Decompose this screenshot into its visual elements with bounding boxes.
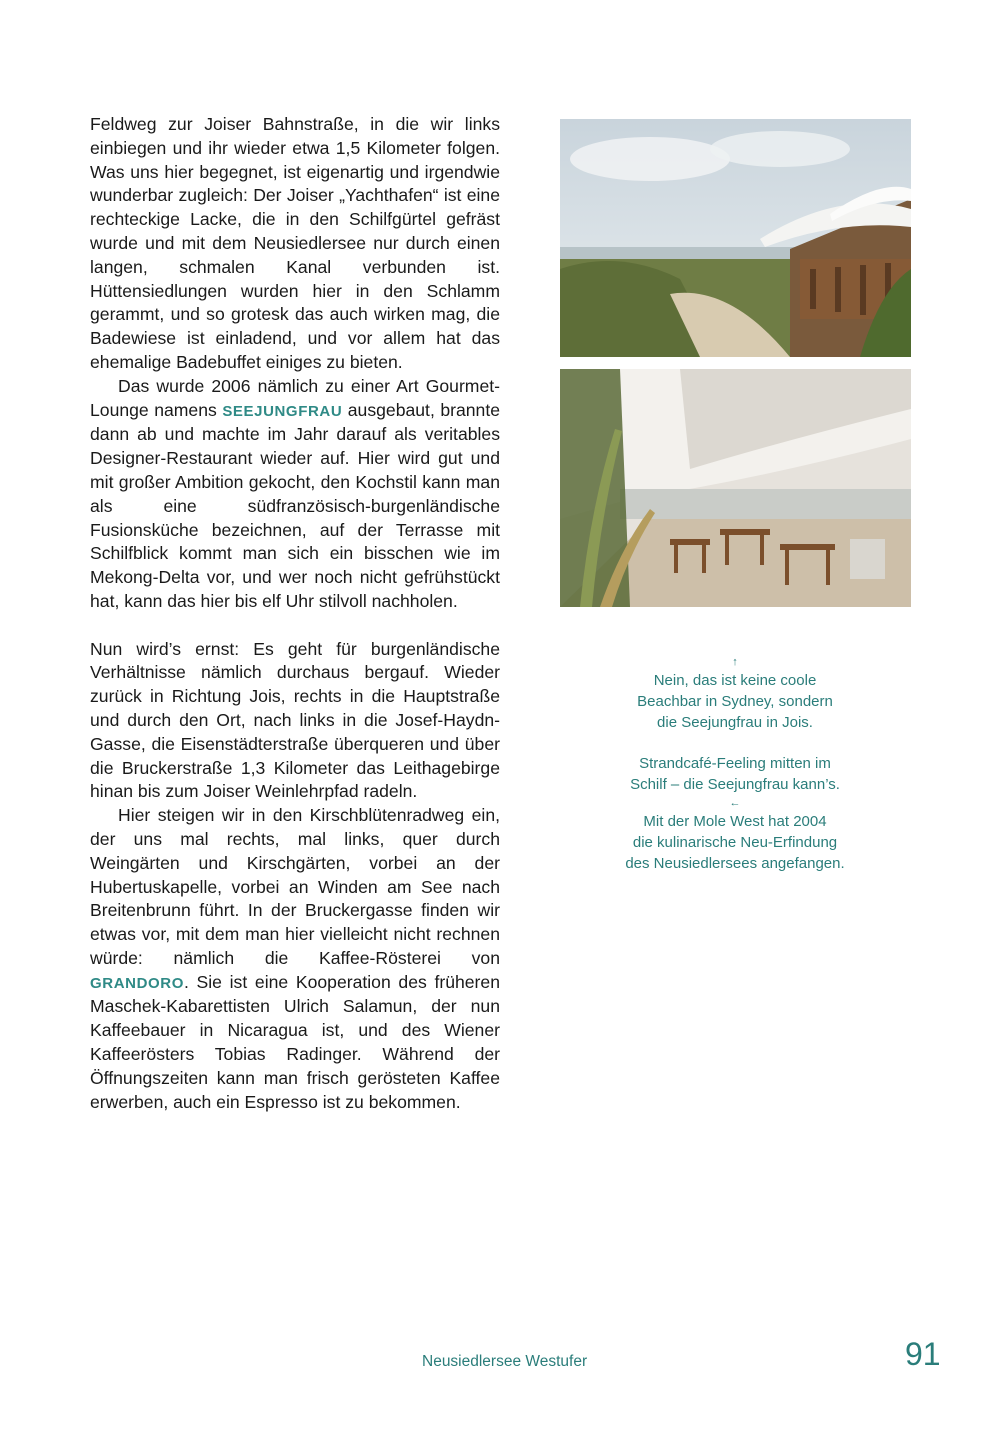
paragraph <box>90 375 500 614</box>
paragraph: Feldweg zur Joiser Bahnstraße, in die wir links einbiegen und ihr wieder etwa 1,5 Kilometer folgen. Was uns hier begegnet, ist eigenartig und irgendwie wunderbar zugleich: Der Joiser „Yachthafen“ ist eine rechteckige Lacke, die in den Schilfgürtel gefräst wurde und mit dem Neusiedlersee nur durch einen langen, schmalen Kanal verbunden ist. Hüttensiedlungen wurden hier in den Schlamm gerammt, und so grotesk das auch wirken mag, die Badewiese ist einladend, und vor allem hat das ehemalige Badebuffet einiges zu bieten. <box>90 114 500 372</box>
text-run: Das wurde 2006 nämlich zu einer Art Gourmet-Lounge namens <box>90 375 500 420</box>
caption-line: Mit der Mole West hat 2004 <box>643 813 827 830</box>
arrow-left-icon: ← <box>729 797 741 809</box>
caption-line: die Seejungfrau in Jois. <box>657 714 813 731</box>
page-number: 91 <box>905 1336 941 1372</box>
venue-name-seejungfrau: SEEJUNGFRAU <box>222 402 343 420</box>
caption-line: Schilf – die Seejungfrau kann’s. <box>630 776 840 793</box>
photo-beachbar-umbrellas <box>560 119 911 357</box>
caption-line: Strandcafé-Feeling mitten im <box>639 755 831 772</box>
text-run: Hier steigen wir in den Kirschblütenradweg ein, der uns mal rechts, mal links, quer durch Weingärten und Kirschgärten, vorbei an der Hubertuskapelle, vorbei an Winden am See nach Breitenbrunn führt. In der Bruckergasse finden wir etwas vor, mit dem man hier vielleicht nicht rechnen würde: nämlich die Kaffee-Rösterei von <box>90 805 500 968</box>
caption-line: Beachbar in Sydney, sondern <box>637 693 833 710</box>
paragraph: Nun wird’s ernst: Es geht für burgenländische Verhältnisse nämlich durchaus bergauf. Wieder zurück in Richtung Jois, rechts in die Hauptstraße und durch den Ort, nach links in die Josef-Haydn-Gasse, die Eisenstädterstraße überqueren und über die Bruckerstraße 1,3 Kilometer das Leithagebirge hinan bis zum Joiser Weinlehrpfad radeln. <box>90 638 500 802</box>
venue-name-grandoro: GRANDORO <box>90 974 184 992</box>
caption-line: die kulinarische Neu-Erfindung <box>632 834 838 851</box>
paragraph <box>90 804 500 1114</box>
footer-section-title: Neusiedlersee Westufer <box>422 1353 588 1370</box>
text-run: ausgebaut, brannte dann ab und machte im Jahr darauf als veritables Designer-Restaurant wieder auf. Hier wird gut und mit großer Ambition gekocht, den Kochstil kann man als eine südfranzösisch-burgenländische Fusionsküche bezeichnen, auf der Terrasse mit Schilfblick kommt man sich ein bisschen wie im Mekong-Delta vor, und wer noch nicht gefrühstückt hat, kann das hier bis elf Uhr stilvoll nachholen. <box>90 399 501 611</box>
photo-terrace-image <box>560 369 911 607</box>
photo-captions <box>590 654 880 874</box>
body-text-column <box>90 113 500 1114</box>
arrow-up-icon: ↑ <box>732 656 738 668</box>
text-run: . Sie ist eine Kooperation des früheren Maschek-Kabarettisten Ulrich Salamun, der nun Kaffeebauer in Nicaragua ist, und des Wiener Kaffeerösters Tobias Radinger. Während der Öffnungszeiten kann man frisch gerösteten Kaffee erwerben, auch ein Espresso ist zu bekommen. <box>90 971 500 1112</box>
photo-terrace-canopy <box>560 369 911 607</box>
caption-line: Nein, das ist keine coole <box>653 672 817 689</box>
photo-beachbar-image <box>560 119 911 357</box>
caption-line: des Neusiedlersees angefangen. <box>625 855 845 872</box>
